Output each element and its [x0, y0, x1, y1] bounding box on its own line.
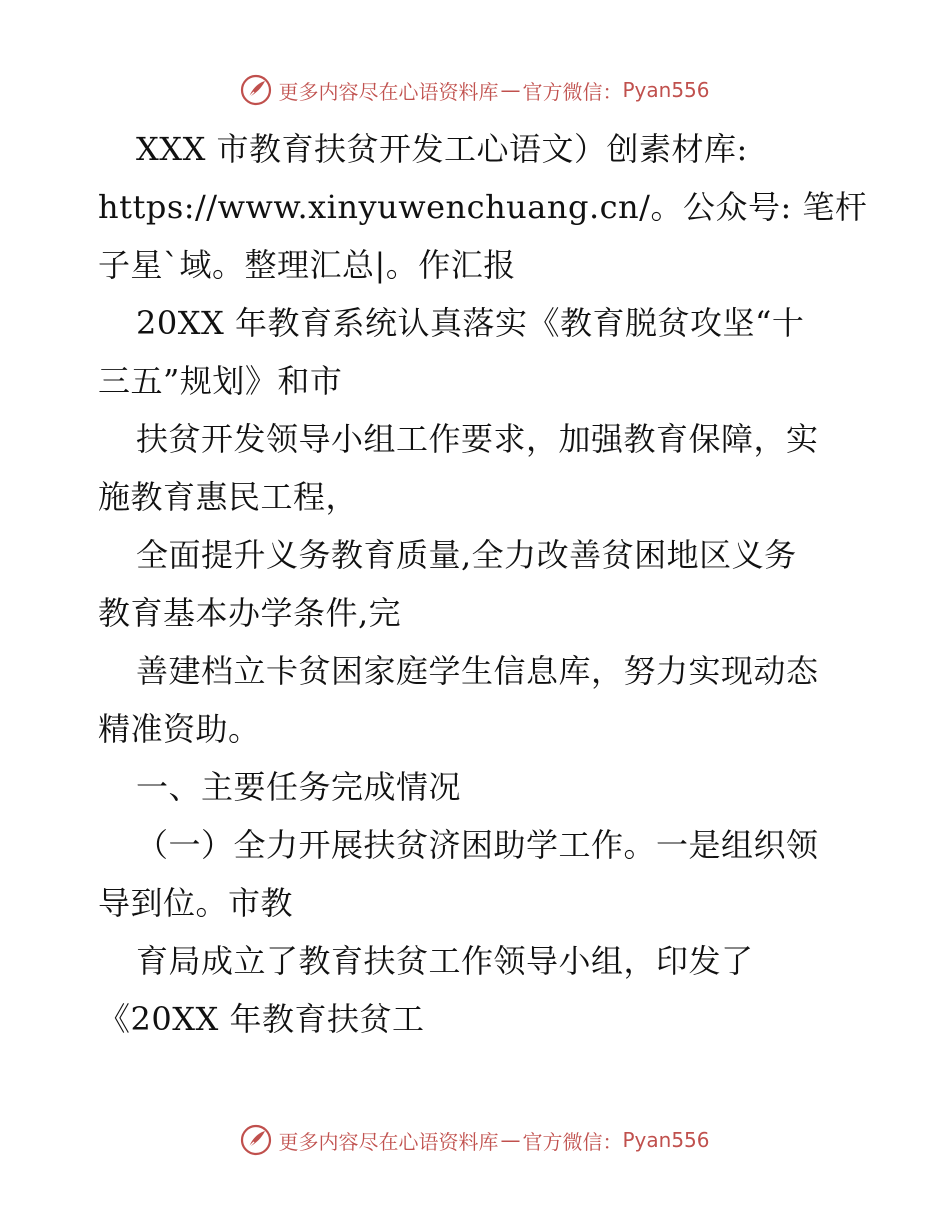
text-line: 20XX 年教育系统认真落实《教育脱贫攻坚“十: [136, 304, 805, 342]
header-banner: [0, 70, 950, 110]
paragraph-1: [98, 120, 868, 294]
section-heading: [98, 758, 858, 816]
banner-wechat-id: Pyan556: [622, 78, 710, 102]
banner-wechat-id: Pyan556: [622, 1128, 710, 1152]
text-line: 教育基本办学条件,完: [98, 594, 402, 632]
text-line: 精准资助。: [98, 710, 261, 748]
paragraph-8: [98, 932, 858, 1048]
feather-pen-logo-icon: [240, 74, 272, 106]
paragraph-4: [98, 526, 858, 642]
text-line: 子星`域。整理汇总|。作汇报: [98, 246, 516, 284]
text-line: 导到位。市教: [98, 884, 294, 922]
text-line: 善建档立卡贫困家庭学生信息库，努力实现动态: [136, 652, 819, 690]
banner-wechat-label: 官方微信：: [522, 1129, 623, 1154]
footer-banner: [0, 1120, 950, 1160]
text-line: https://www.xinyuwenchuang.cn/。公众号: 笔杆: [98, 188, 868, 226]
banner-text: 更多内容尽在心语资料库: [278, 79, 499, 104]
banner-separator: —: [500, 1128, 521, 1152]
text-line: 施教育惠民工程，: [98, 478, 359, 516]
document-body: [98, 120, 868, 1048]
text-line: 《20XX 年教育扶贫工: [98, 1000, 425, 1038]
paragraph-5: [98, 642, 858, 758]
banner-separator: —: [500, 78, 521, 102]
text-line: 育局成立了教育扶贫工作领导小组，印发了: [136, 942, 754, 980]
paragraph-7: [98, 816, 858, 932]
text-line: XXX 市教育扶贫开发工心语文）创素材库:: [136, 130, 748, 168]
paragraph-3: [98, 410, 858, 526]
text-line: 全面提升义务教育质量,全力改善贫困地区义务: [136, 536, 797, 574]
text-line: （一）全力开展扶贫济困助学工作。一是组织领: [136, 826, 819, 864]
feather-pen-logo-icon: [240, 1124, 272, 1156]
banner-wechat-label: 官方微信：: [522, 79, 623, 104]
text-line: 三五”规划》和市: [98, 362, 343, 400]
text-line: 扶贫开发领导小组工作要求，加强教育保障，实: [136, 420, 819, 458]
paragraph-2: [98, 294, 858, 410]
text-line: 一、主要任务完成情况: [136, 768, 462, 806]
banner-text: 更多内容尽在心语资料库: [278, 1129, 499, 1154]
